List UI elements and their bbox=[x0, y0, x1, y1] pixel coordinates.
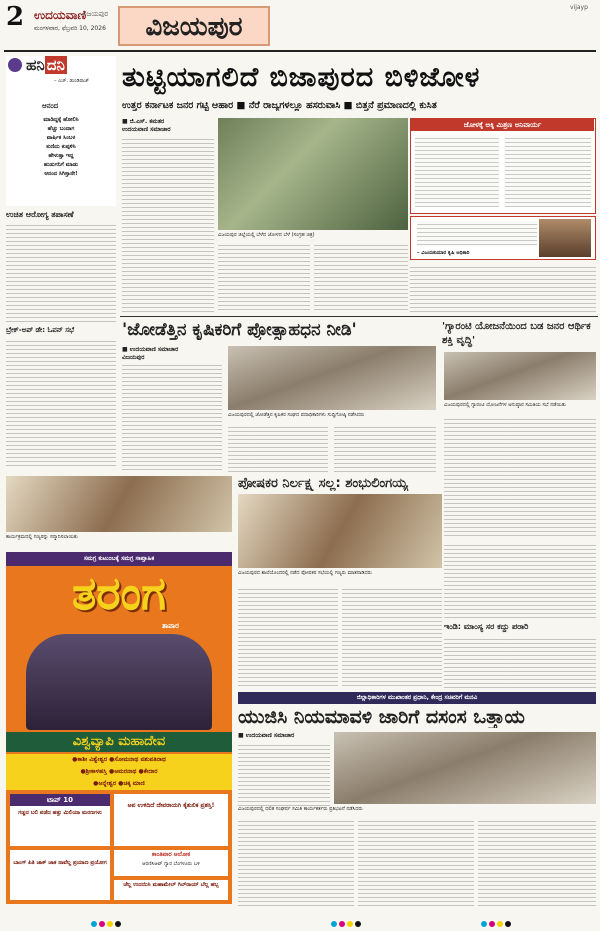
official-portrait bbox=[539, 219, 591, 257]
ceremony-caption: ಕಾರ್ಯಕ್ರಮದಲ್ಲಿ ಗಣ್ಯರನ್ನು ಸನ್ಮಾನಿಸಲಾಯಿತು bbox=[6, 534, 78, 540]
story-two-headline: 'ಜೋಡೆತ್ತಿನ ಕೃಷಿಕರಿಗೆ ಪ್ರೋತ್ಸಾಹಧನ ನೀಡಿ' bbox=[122, 320, 357, 340]
poem-line: ಮಾಡಿದ್ದಕ್ಕೆ ಹೋಲಿಸಿ bbox=[43, 117, 79, 123]
story-three-photo bbox=[444, 352, 596, 400]
ad-brand-sub: ತಾಪಾರ bbox=[162, 622, 179, 630]
story-six-body-1 bbox=[238, 742, 330, 808]
ad-box2-text: ಅಪ ಉಳಿದಿದೆ ದೇವರಾಯಗಿ ಕೈತುಲಿಕ ಪ್ರಶಸ್ತಿ! bbox=[127, 802, 215, 809]
poem-line: ಕುಣಿದು ಕುಪ್ಪಳಿಸಿ bbox=[46, 144, 76, 150]
story-two-photo bbox=[228, 346, 436, 410]
ad-tagline: ಸಮಗ್ರ ಕುಟುಂಬಕ್ಕೆ ಸಮಗ್ರ ಸಾಪ್ತಾಹಿಕ bbox=[6, 552, 232, 566]
ad-feature-lines bbox=[6, 754, 232, 790]
print-marks bbox=[330, 912, 362, 931]
main-body-col3 bbox=[314, 242, 408, 312]
ad-box-journey bbox=[10, 850, 110, 900]
sidebar-title: ಜೋಳಕ್ಕೆ ಅಕ್ಕಿ ಮಿಶ್ರಣ ಅನಿವಾರ್ಯ bbox=[411, 119, 594, 131]
print-marks bbox=[90, 912, 122, 931]
story-six-kicker: ಜಿಲ್ಲಾಧಿಕಾರಿಗಳ ಮುಖಾಂತರ ಪ್ರಧಾನಿ, ಕೇಂದ್ರ ಸಚಿವರಿಗೆ ಮನವಿ bbox=[238, 692, 596, 704]
ceremony-photo bbox=[6, 476, 232, 532]
story-two-byline: ■ ಉದಯವಾಣಿ ಸಮಾಚಾರ bbox=[122, 346, 179, 353]
story-six-body-4 bbox=[478, 818, 596, 906]
sidebar-box bbox=[410, 118, 596, 214]
story-six-body-3 bbox=[358, 818, 474, 906]
brief-title: ಬ್ರೇಕ್-ಅಪ್ ಡೇ: ಓಪನ್ ಸಭೆ bbox=[6, 326, 75, 334]
story-four-body-1 bbox=[238, 586, 338, 686]
story-six-byline: ■ ಉದಯವಾಣಿ ಸಮಾಚಾರ bbox=[238, 732, 295, 739]
ad-box-award bbox=[114, 794, 228, 846]
drop-icon bbox=[8, 58, 22, 72]
story-two-body-2 bbox=[228, 424, 328, 472]
side-brief-body bbox=[444, 542, 596, 618]
main-headline: ತುಟ್ಟಿಯಾಗಲಿದೆ ಬಿಜಾಪುರದ ಬಿಳಿಜೋಳ bbox=[122, 62, 481, 93]
shiva-linga-image bbox=[26, 634, 212, 730]
main-body-col2 bbox=[218, 242, 310, 312]
story-two-city: ವಿಜಯಪುರ bbox=[122, 354, 145, 361]
story-six-caption: ವಿಜಯಪುರದಲ್ಲಿ ದಲಿತ ಸಂಘರ್ಷ ಸಮಿತಿ ಕಾರ್ಯಕರ್ತರು ಪ್ರತಿಭಟನೆ ನಡೆಸಿದರು bbox=[238, 806, 363, 812]
brief-body bbox=[6, 338, 116, 468]
ad-box-top10 bbox=[10, 794, 110, 846]
story-two-body-3 bbox=[334, 424, 436, 472]
poem-line: ಹೇಳುತ್ತಾ ಇದ್ದ bbox=[48, 153, 74, 159]
sidebar-body-1 bbox=[415, 135, 499, 207]
story-two-body-1 bbox=[122, 362, 222, 472]
divider bbox=[120, 316, 598, 317]
poem-line: ಹುಡುಗನಿಗೆ ಮಾಡು bbox=[43, 162, 79, 168]
poem-title: ಆನಂದ bbox=[42, 102, 59, 110]
story-four-caption: ವಿಜಯಪುರದ ಶಾಲೆಯೊಂದರಲ್ಲಿ ನಡೆದ ಪೋಷಕರ ಸಭೆಯಲ್ಲಿ ಗಣ್ಯರು ಮಾತನಾಡಿದರು bbox=[238, 570, 372, 576]
ad-box-light bbox=[114, 850, 228, 876]
ad-box3-title: ಕಾಂತಿಪಾರ ಆಲೋಕ bbox=[151, 851, 191, 858]
header-rule bbox=[4, 50, 596, 52]
story-three-caption: ವಿಜಯಪುರದಲ್ಲಿ ಗ್ಯಾರಂಟಿ ಯೋಜನೆಗಳ ಅನುಷ್ಠಾನ ಸಮಿತಿಯ ಸಭೆ ನಡೆಯಿತು bbox=[444, 402, 566, 408]
ad-brand: ತರಂಗ bbox=[72, 566, 166, 620]
story-six-photo bbox=[334, 732, 596, 804]
main-byline: ■ ಜಿ.ಎಸ್. ಕಮತರ bbox=[122, 118, 165, 125]
ad-box4-text: ಬಾಂಗ್ ಪಿತಿ ಜಾಕ್ ಜಾಕ ನಾವೆಲ್ಲ ಪ್ರಯಾಣ ಪ್ರಯೋಗ bbox=[13, 860, 107, 866]
main-photo-caption: ವಿಜಯಪುರ ಜಿಲ್ಲೆಯಲ್ಲಿ ಬೆಳೆದ ಜೋಳದ ಬೆಳೆ (ಸಂಗ್ರಹ ಚಿತ್ರ) bbox=[218, 232, 315, 238]
story-four-body-2 bbox=[342, 586, 442, 686]
header-date: ಮಂಗಳವಾರ, ಫೆಬ್ರವರಿ 10, 2026 bbox=[34, 25, 106, 32]
taranga-ad bbox=[6, 552, 232, 904]
ad-box1-title: ಟಾಪ್ 10 bbox=[10, 794, 110, 806]
story-five-headline: ಇಂಡಿ: ಮಾಂಸ್ಯ ಸರ ಕದ್ದು ಪರಾರಿ bbox=[444, 622, 529, 631]
hani-dani-box bbox=[6, 56, 116, 206]
story-four-photo bbox=[238, 494, 442, 568]
ad-feature-title: ವಿಶ್ವವ್ಯಾಪಿ ಮಹಾದೇವ bbox=[6, 732, 232, 752]
quote-body bbox=[417, 221, 537, 247]
story-six-body-2 bbox=[238, 818, 354, 906]
page-number: 2 bbox=[6, 2, 25, 32]
paper-name: ಉದಯವಾಣಿ bbox=[34, 8, 87, 22]
story-four-headline: ಪೋಷಕರ ನಿರ್ಲಕ್ಷ್ಯ ಸಲ್ಲ: ಶಂಭುಲಿಂಗಯ್ಯ bbox=[238, 476, 408, 491]
ad-feature-line: ●ಕಾಶೀ ವಿಶ್ವೇಶ್ವರ ●ಸೋಮನಾಥ ಪಶುಪತಿನಾಥ bbox=[72, 756, 166, 763]
poem-line: ಹೆಚ್ಚು ಬಂದಾಗ bbox=[47, 126, 75, 132]
poem-line: ಆನಂದ ಸಿಗಿಸ್ತಾನೇ! bbox=[44, 171, 78, 177]
main-body-col4 bbox=[410, 264, 596, 314]
hani-dani-author: – ಎಚ್. ಡುಂಡಿರಾಜ್ bbox=[54, 78, 90, 84]
story-five-body bbox=[444, 636, 596, 688]
print-marks bbox=[480, 912, 512, 931]
header-city: ವಿಜಯಪುರ bbox=[82, 10, 109, 18]
story-two-caption: ವಿಜಯಪುರದಲ್ಲಿ ಜೋಡೆತ್ತಿನ ಕೃಷಿಕರ ಸಂಘದ ಪದಾಧಿಕಾರಿಗಳು ಸುದ್ದಿಗೋಷ್ಠಿ ನಡೆಸಿದರು bbox=[228, 412, 365, 418]
story-six-headline: ಯುಜಿಸಿ ನಿಯಮಾವಳಿ ಜಾರಿಗೆ ದಸಂಸ ಒತ್ತಾಯ bbox=[238, 706, 525, 728]
poem-line: ವಾರ್ಷಿಕ ಸಿಂಬಳ bbox=[46, 135, 76, 141]
health-check-body bbox=[6, 222, 116, 322]
main-city: ಉದಯವಾಣಿ ಸಮಾಚಾರ bbox=[122, 126, 171, 133]
section-title: ವಿಜಯಪುರ bbox=[118, 6, 270, 46]
main-subheadline: ಉತ್ತರ ಕರ್ನಾಟಕ ಜನರ ಗಟ್ಟಿ ಆಹಾರ ■ ನೆರೆ ರಾಜ್ಯಗಳಲ್ಲೂ ಹಸರುವಾಸಿ ■ ಬಿತ್ತನೆ ಪ್ರಮಾಣದಲ್ಲಿ ಕುಸಿತ bbox=[122, 100, 437, 111]
ad-box1-text: ಗಡ್ಡದ ಬಲಿ ಪಡೆದ ಹತ್ತು ಮಿಲಿಯಾ ಮರಣಗಳು bbox=[18, 810, 102, 816]
ad-feature-line: ●ಶ್ರೀಕಾಳಹಸ್ತಿ ●ಅಮರನಾಥ ●ಕೇದಾರ bbox=[80, 768, 158, 775]
dani-title: ದನಿ bbox=[46, 56, 65, 74]
sidebar-quote bbox=[410, 216, 596, 260]
ad-box3-text: ಆರಣಿಸಿಆಟ್ ಗ್ಯಾರ ಬೆಂಗಳೂರು ಬಳಿ bbox=[142, 861, 200, 867]
sidebar-body-2 bbox=[505, 135, 591, 207]
main-body-col1 bbox=[122, 136, 214, 312]
ad-box-festival bbox=[114, 880, 228, 900]
ad-box5-text: ಚೆಲ್ಲ ಉದಯಿಸಿ ಮಹಾಮೇಲ್ ಗಿಲ್‌ರಾಯ್ ಬೆಲ್ಲ ಹಬ್ಬ bbox=[123, 882, 219, 888]
poem-body bbox=[6, 116, 116, 179]
ad-feature-line: ●ಅನ್ನೇಶ್ವರ ●ಚಿಕ್ಕ ಮಾಣಿ bbox=[93, 780, 145, 787]
story-three-headline: 'ಗ್ಯಾರಂಟಿ ಯೋಜನೆಯಿಂದ ಬಡ ಜನರ ಆರ್ಥಿಕ ಶಕ್ತಿ ವೃದ್ಧಿ' bbox=[442, 321, 591, 346]
story-three-body bbox=[444, 416, 596, 538]
hani-title: ಹನಿ bbox=[26, 56, 45, 74]
corner-label: vijayp bbox=[570, 4, 588, 11]
corn-field-photo bbox=[218, 118, 408, 230]
health-check-headline: ಉಚಿತ ಆರೋಗ್ಯ ತಪಾಸಣೆ bbox=[6, 210, 74, 219]
quote-attribution: – ವಿಜಯಕುಮಾರ ಕೃಷಿ ಅಧಿಕಾರಿ bbox=[417, 250, 470, 256]
